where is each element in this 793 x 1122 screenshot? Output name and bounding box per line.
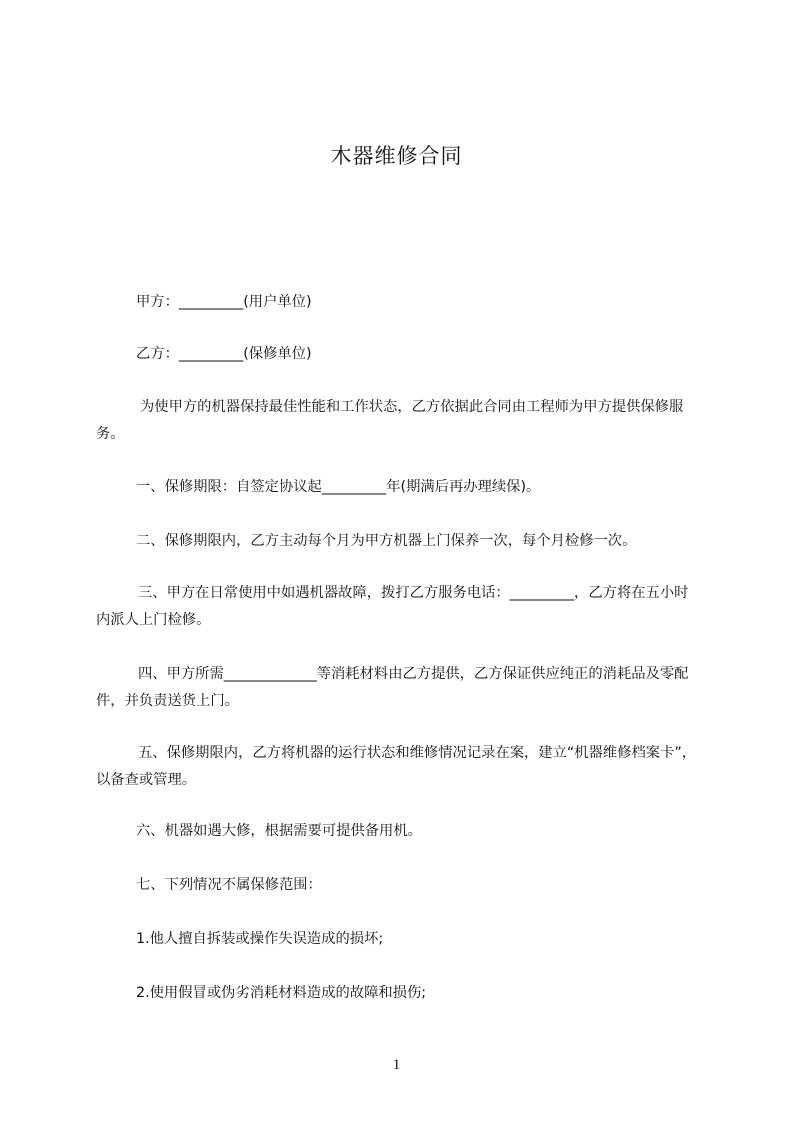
clause-3: 三、甲方在日常使用中如遇机器故障，拨打乙方服务电话：_________，乙方将在五小时内派人上门检修。 [96,585,689,628]
party-a-line: 甲方：_________(用户单位) [136,294,312,310]
clause-6: 六、机器如遇大修，根据需要可提供备用机。 [136,823,422,839]
preamble-paragraph: 为使甲方的机器保持最佳性能和工作状态，乙方依据此合同由工程师为甲方提供保修服务。 [96,399,684,442]
clause-5: 五、保修期限内，乙方将机器的运行状态和维修情况记录在案，建立“机器维修档案卡”，以备查或管理。 [96,745,697,788]
clause-2: 二、保修期限内，乙方主动每个月为甲方机器上门保养一次，每个月检修一次。 [136,533,637,549]
party-b-line: 乙方：_________(保修单位) [136,346,312,362]
clause-1: 一、保修期限：自签定协议起_________年(期满后再办理续保)。 [136,479,541,495]
clause-7-item-1: 1.他人擅自拆装或操作失误造成的损坏; [136,931,384,947]
page-number: 1 [392,1057,401,1073]
clause-4: 四、甲方所需_____________等消耗材料由乙方提供，乙方保证供应纯正的消耗品及零配件，并负责送货上门。 [96,666,689,709]
document-title: 木器维修合同 [330,144,463,168]
clause-7-item-2: 2.使用假冒或伪劣消耗材料造成的故障和损伤; [136,985,427,1001]
clause-7: 七、下列情况不属保修范围： [136,877,322,893]
